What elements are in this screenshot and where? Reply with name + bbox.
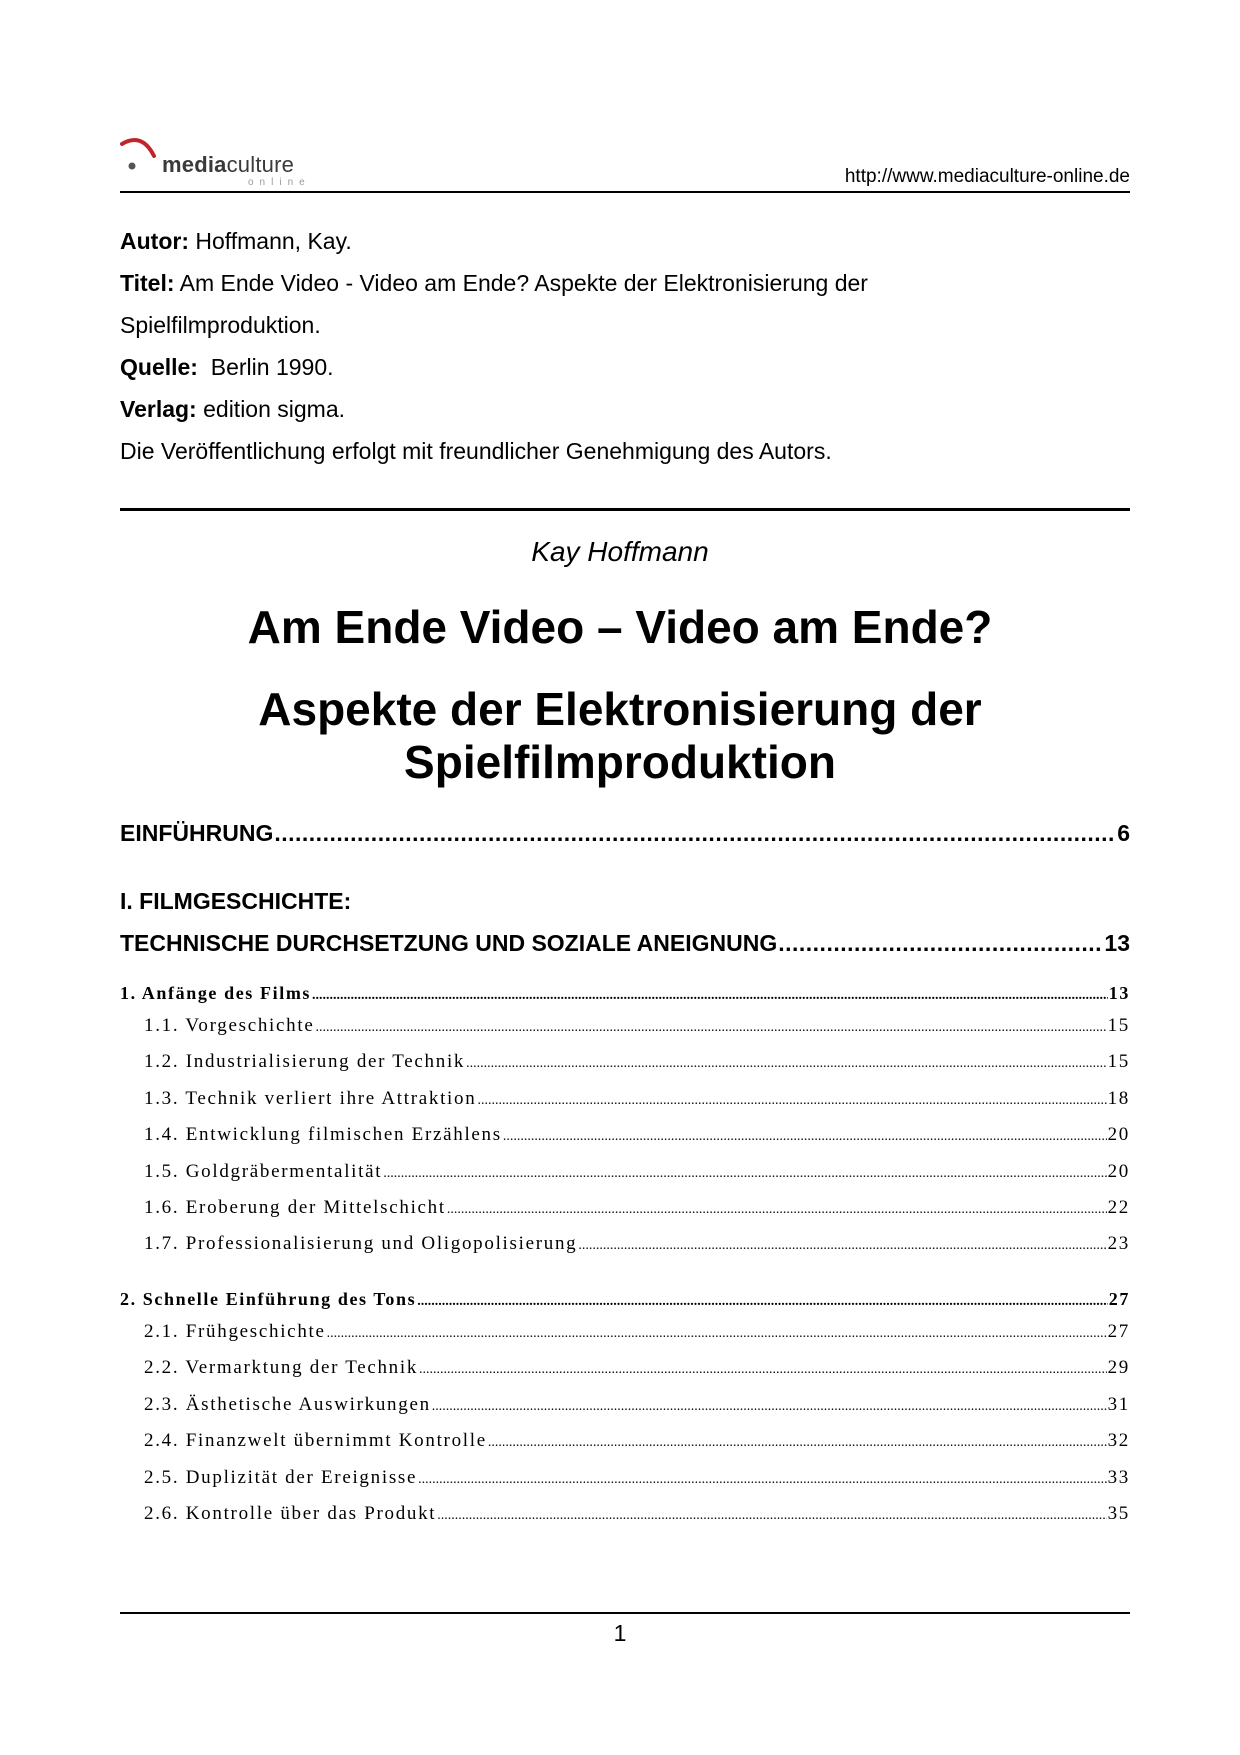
toc-leader [327,1326,1107,1342]
toc-entry-chapter-1[interactable]: 1. Anfänge des Films ..... 13 [120,983,1130,1004]
toc-entry-2-4[interactable]: 2.4. Finanzwelt übernimmt Kontrolle ..... 32 [120,1430,1130,1452]
logo-wordmark: mediaculture [162,152,295,177]
toc-entry-2-1[interactable]: 2.1. Frühgeschichte ..... 27 [120,1321,1130,1343]
toc-leader [419,1362,1107,1378]
toc-leader [383,1166,1106,1182]
toc-leader [488,1435,1107,1451]
page-number: 1 [613,1620,627,1646]
logo-arc-icon [120,134,164,180]
site-url[interactable]: http://www.mediaculture-online.de [844,166,1130,187]
toc-leader [432,1399,1107,1415]
meta-title: Titel: Am Ende Video - Video am Ende? Aspekte der Elektronisierung der [120,270,868,296]
toc-leader [477,1093,1106,1109]
toc-entry-chapter-2[interactable]: 2. Schnelle Einführung des Tons ..... 27 [120,1289,1130,1310]
logo-subtext: online [248,177,311,188]
toc-entry-1-4[interactable]: 1.4. Entwicklung filmischen Erzählens ..... 20 [120,1124,1130,1146]
toc-leader [312,988,1108,1004]
toc-entry-2-6[interactable]: 2.6. Kontrolle über das Produkt ..... 35 [120,1503,1130,1525]
meta-source: Quelle: Berlin 1990. [120,354,334,380]
toc-entry-1-1[interactable]: 1.1. Vorgeschichte ..... 15 [120,1015,1130,1037]
section-rule [120,508,1130,511]
toc-entry-1-3[interactable]: 1.3. Technik verliert ihre Attraktion ..... 18 [120,1088,1130,1110]
toc-part-heading: I. FILMGESCHICHTE: [120,888,352,914]
toc-entry-1-5[interactable]: 1.5. Goldgräbermentalität ..... 20 [120,1161,1130,1183]
toc-leader [315,1020,1106,1036]
book-author: Kay Hoffmann [531,536,709,567]
toc-leader [447,1202,1107,1218]
toc-leader [503,1129,1107,1145]
page-header [120,130,1130,190]
toc-leader [578,1238,1106,1254]
bibliographic-info [120,220,1130,472]
toc-entry-einfuehrung[interactable]: EINFÜHRUNG ..... 6 [120,820,1130,847]
header-rule [120,191,1130,193]
toc-entry-1-2[interactable]: 1.2. Industrialisierung der Technik ..... 15 [120,1051,1130,1073]
book-title: Am Ende Video – Video am Ende? [247,601,993,653]
meta-title-cont: Spielfilmproduktion. [120,312,321,338]
toc-leader [437,1508,1106,1524]
toc-entry-1-6[interactable]: 1.6. Eroberung der Mittelschicht ..... 22 [120,1197,1130,1219]
toc-entry-part1[interactable]: TECHNISCHE DURCHSETZUNG UND SOZIALE ANEIGNUNG ..... 13 [120,930,1130,957]
toc-leader [417,1294,1108,1310]
meta-author: Autor: Hoffmann, Kay. [120,228,352,254]
toc-leader [466,1056,1106,1072]
meta-publisher: Verlag: edition sigma. [120,396,346,422]
book-subtitle: Aspekte der Elektronisierung der Spielfilmproduktion [258,683,982,788]
toc-leader [778,930,1103,957]
toc-entry-1-7[interactable]: 1.7. Professionalisierung und Oligopolisierung ..... 23 [120,1233,1130,1255]
toc-entry-2-5[interactable]: 2.5. Duplizität der Ereignisse ..... 33 [120,1467,1130,1489]
toc-entry-2-3[interactable]: 2.3. Ästhetische Auswirkungen ..... 31 [120,1394,1130,1416]
meta-permission-note: Die Veröffentlichung erfolgt mit freundlicher Genehmigung des Autors. [120,438,832,464]
mediaculture-logo[interactable] [120,134,320,188]
toc-leader [418,1472,1106,1488]
footer-rule [120,1612,1130,1614]
toc-entry-2-2[interactable]: 2.2. Vermarktung der Technik ..... 29 [120,1357,1130,1379]
toc-leader [274,820,1116,847]
